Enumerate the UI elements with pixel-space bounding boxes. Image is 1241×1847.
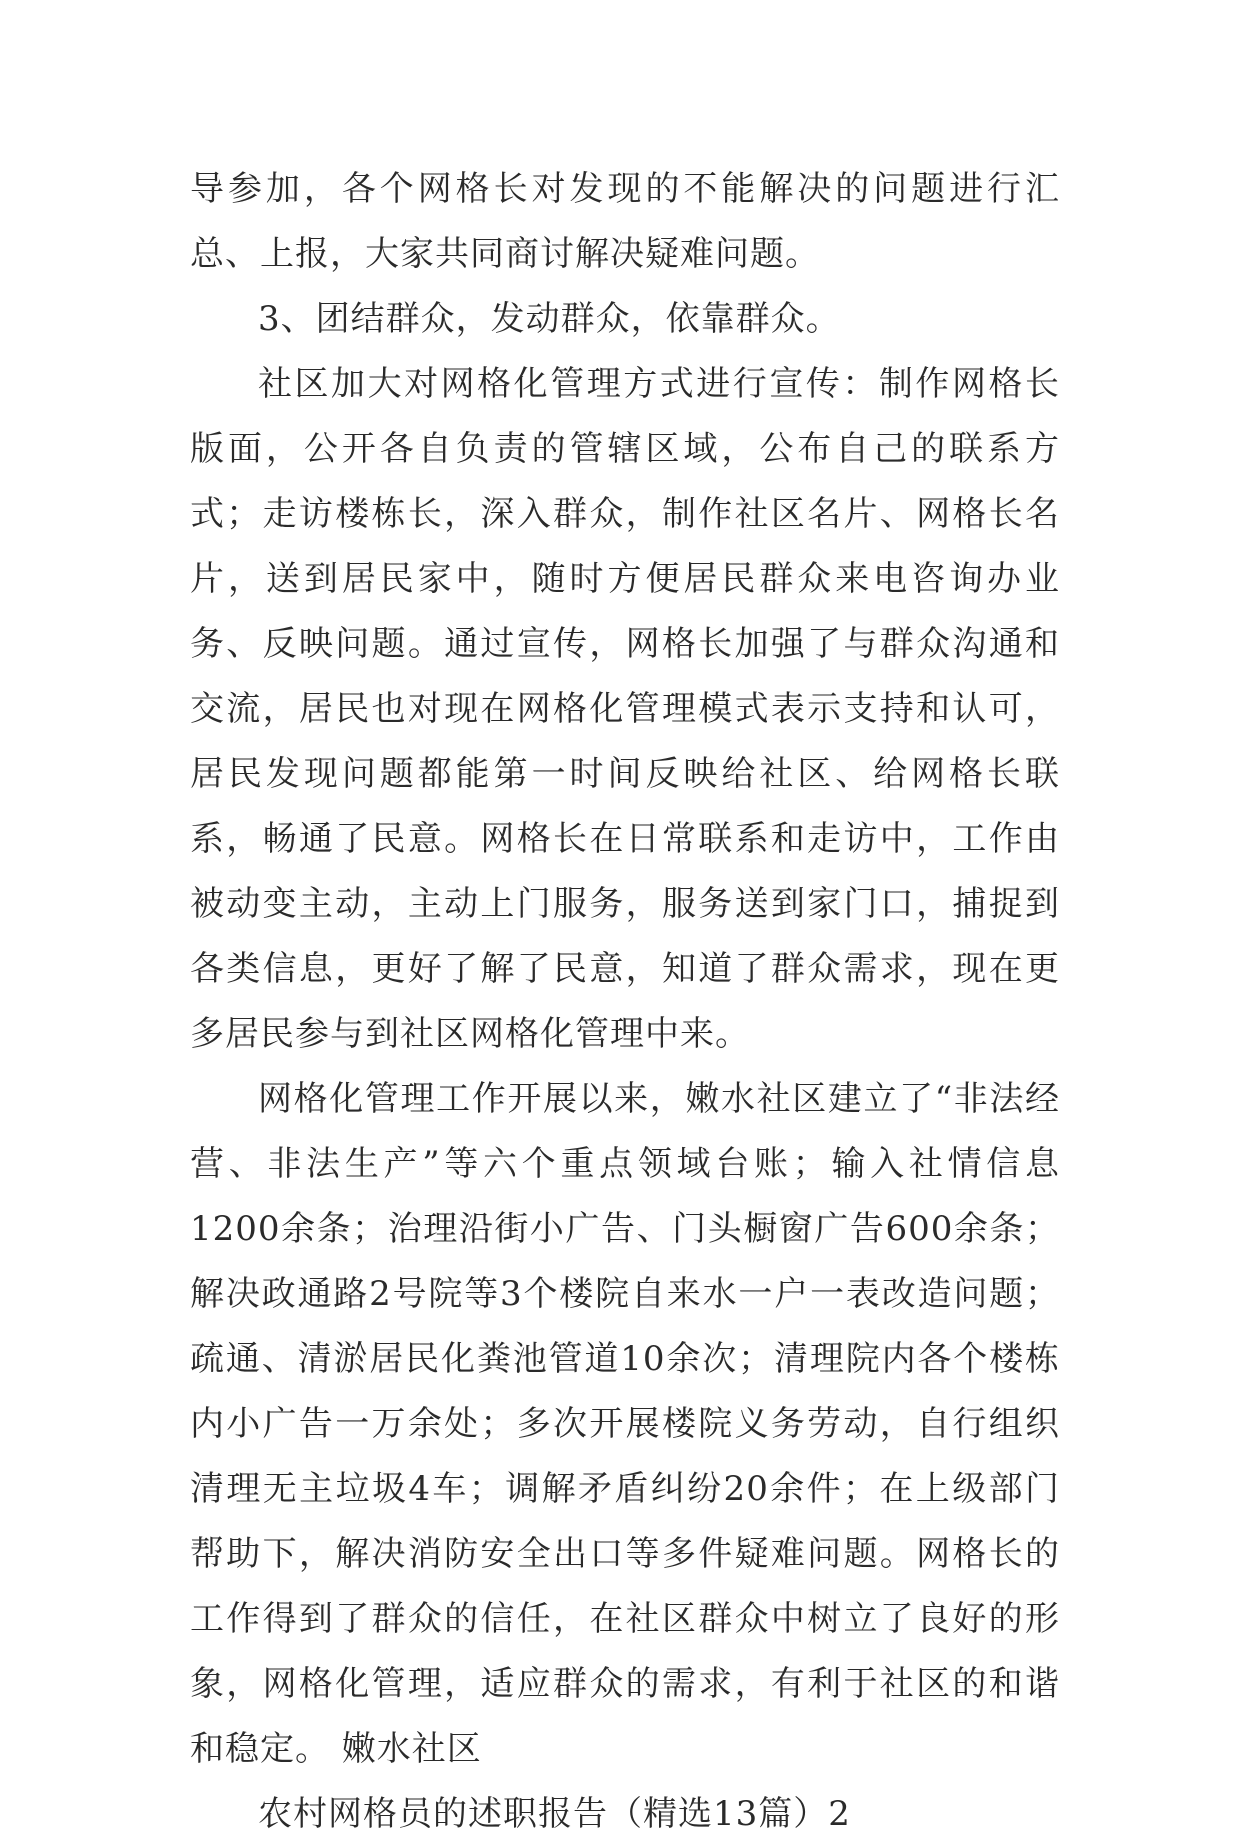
paragraph-achievements: 网格化管理工作开展以来，嫩水社区建立了“非法经营、非法生产”等六个重点领域台账；输入社情信息1200余条；治理沿街小广告、门头橱窗广告600余条；解决政通路2号院等3个楼院自来水一户一表改造问题；疏通、清淤居民化粪池管道10余次；清理院内各个楼栋内小广告一万余处；多次开展楼院义务劳动，自行组织清理无主垃圾4车；调解矛盾纠纷20余件；在上级部门帮助下，解决消防安全出口等多件疑难问题。网格长的工作得到了群众的信任，在社区群众中树立了良好的形象，网格化管理，适应群众的需求，有利于社区的和谐和稳定。 嫩水社区 <box>190 1079 1060 1769</box>
section-heading: 3、团结群众，发动群众，依靠群众。 <box>258 299 841 339</box>
paragraph-publicity: 社区加大对网格化管理方式进行宣传：制作网格长版面，公开各自负责的管辖区域，公布自己的联系方式；走访楼栋长，深入群众，制作社区名片、网格长名片，送到居民家中，随时方便居民群众来电咨询办业务、反映问题。通过宣传，网格长加强了与群众沟通和交流，居民也对现在网格化管理模式表示支持和认可，居民发现问题都能第一时间反映给社区、给网格长联系，畅通了民意。网格长在日常联系和走访中，工作由被动变主动，主动上门服务，服务送到家门口，捕捉到各类信息，更好了解了民意，知道了群众需求，现在更多居民参与到社区网格化管理中来。 <box>190 364 1060 1054</box>
document-body <box>190 157 1060 1847</box>
document-title-footer: 农村网格员的述职报告（精选13篇）2 <box>258 1794 851 1834</box>
paragraph-continuation: 导参加，各个网格长对发现的不能解决的问题进行汇总、上报，大家共同商讨解决疑难问题。 <box>190 169 1060 274</box>
